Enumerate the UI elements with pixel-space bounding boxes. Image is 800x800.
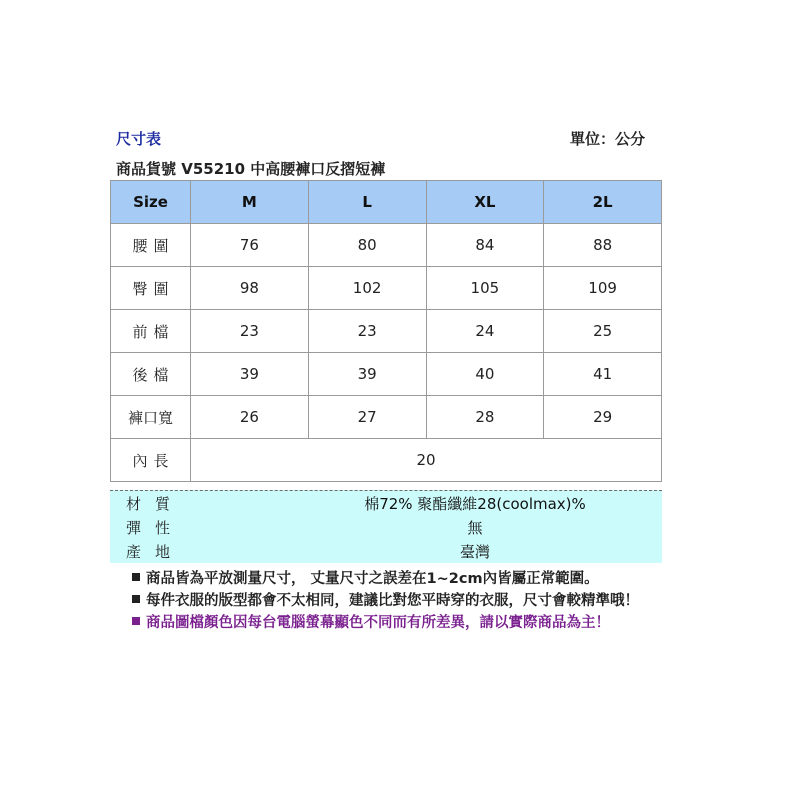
table-cell: 28 [426, 396, 544, 439]
table-cell: 84 [426, 224, 544, 267]
table-row [111, 310, 662, 353]
product-code: 商品貨號 V55210 中高腰褲口反摺短褲 [116, 160, 386, 178]
origin-row [110, 539, 662, 561]
row-label-inseam: 內長 [111, 439, 191, 482]
origin-label: 產地 [126, 543, 185, 561]
note-color [132, 612, 639, 634]
bullet-square-icon [132, 617, 140, 625]
row-label-front-rise: 前檔 [111, 310, 191, 353]
elasticity-value: 無 [467, 519, 483, 537]
table-cell: 98 [191, 267, 309, 310]
table-cell: 88 [544, 224, 662, 267]
table-cell: 41 [544, 353, 662, 396]
row-label-leg-opening: 褲口寬 [111, 396, 191, 439]
size-table [110, 180, 662, 482]
table-cell: 23 [191, 310, 309, 353]
unit-label: 單位：公分 [570, 130, 646, 148]
elasticity-row [110, 515, 662, 537]
table-cell: 80 [308, 224, 426, 267]
row-label-hip: 臀圍 [111, 267, 191, 310]
table-header-row [111, 181, 662, 224]
inseam-value: 20 [191, 439, 662, 482]
table-row [111, 224, 662, 267]
table-row [111, 267, 662, 310]
note-measurement [132, 568, 639, 590]
table-cell: 105 [426, 267, 544, 310]
column-header-2l: 2L [544, 181, 662, 224]
table-cell: 27 [308, 396, 426, 439]
note-text: 商品皆為平放測量尺寸， 丈量尺寸之誤差在1~2cm內皆屬正常範圍。 [146, 571, 599, 587]
column-header-l: L [308, 181, 426, 224]
material-label: 材質 [126, 495, 185, 513]
table-row [111, 353, 662, 396]
table-cell: 39 [191, 353, 309, 396]
row-label-waist: 腰圍 [111, 224, 191, 267]
size-chart-title: 尺寸表 [116, 130, 162, 148]
table-cell: 102 [308, 267, 426, 310]
table-cell: 26 [191, 396, 309, 439]
table-cell: 76 [191, 224, 309, 267]
bullet-square-icon [132, 595, 140, 603]
bullet-square-icon [132, 573, 140, 581]
row-label-back-rise: 後檔 [111, 353, 191, 396]
material-value: 棉72% 聚酯纖維28(coolmax)% [364, 495, 586, 513]
column-header-xl: XL [426, 181, 544, 224]
table-cell: 40 [426, 353, 544, 396]
column-header-m: M [191, 181, 309, 224]
table-cell: 23 [308, 310, 426, 353]
table-cell: 24 [426, 310, 544, 353]
table-cell: 109 [544, 267, 662, 310]
material-info-box [110, 490, 662, 563]
note-text: 每件衣服的版型都會不太相同，建議比對您平時穿的衣服，尺寸會較精準哦！ [146, 593, 639, 609]
table-row [111, 439, 662, 482]
table-cell: 29 [544, 396, 662, 439]
column-header-size: Size [111, 181, 191, 224]
table-cell: 25 [544, 310, 662, 353]
table-row [111, 396, 662, 439]
elasticity-label: 彈性 [126, 519, 185, 537]
note-text: 商品圖檔顏色因每台電腦螢幕顯色不同而有所差異，請以實際商品為主！ [146, 615, 610, 631]
notes-list [132, 568, 639, 634]
material-row [110, 491, 662, 513]
note-fit [132, 590, 639, 612]
table-cell: 39 [308, 353, 426, 396]
origin-value: 臺灣 [459, 543, 490, 561]
